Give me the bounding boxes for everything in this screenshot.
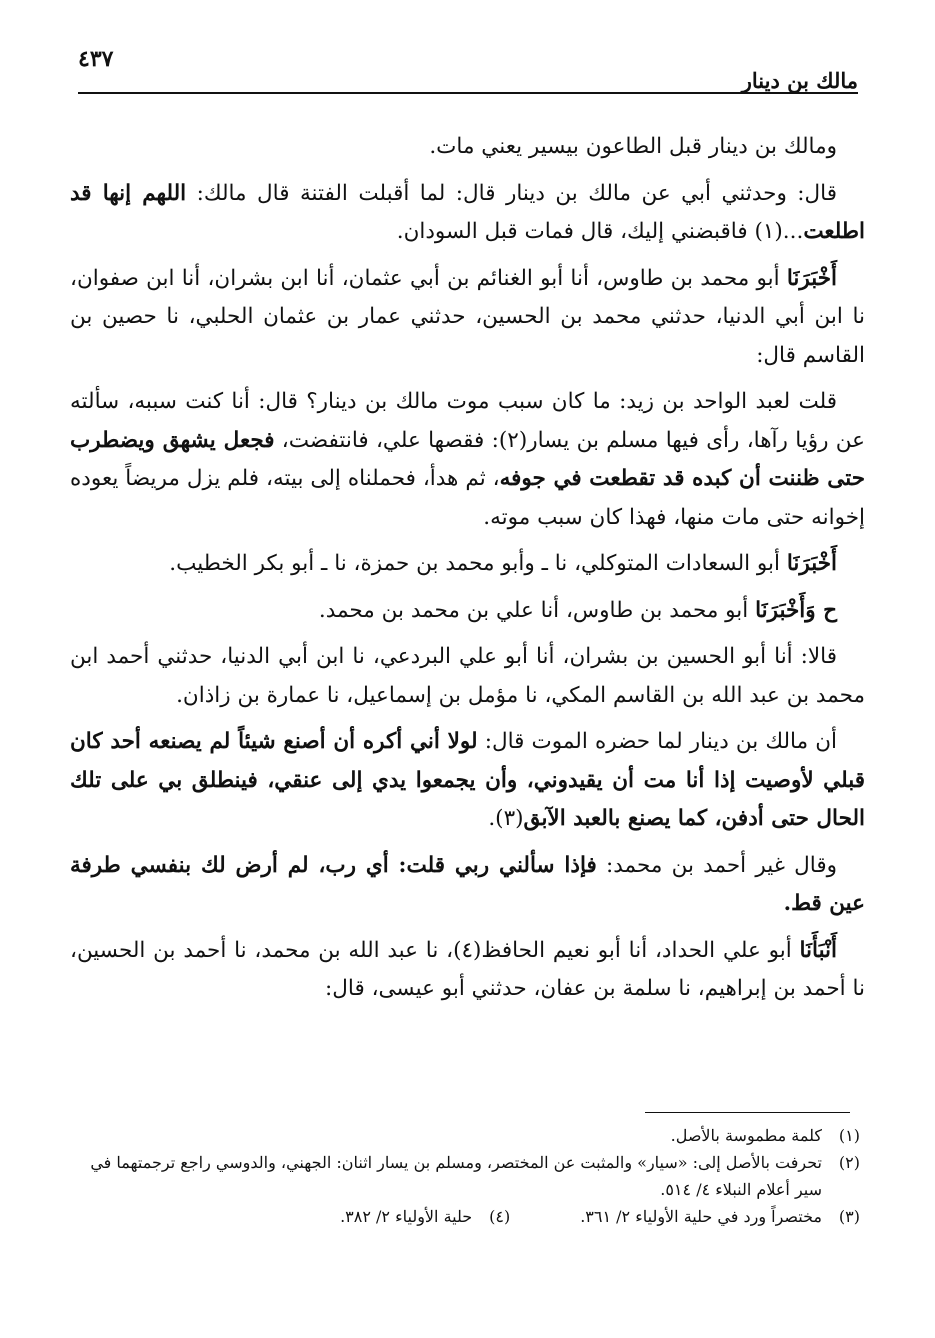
paragraph	[70, 260, 865, 376]
emphasized-text: ح وَأَخْبَرَنَا	[755, 597, 837, 623]
footnote-text: مختصراً ورد في حلية الأولياء ٢/ ٣٦١.	[580, 1207, 822, 1226]
footnote-number: (١)	[838, 1126, 860, 1145]
emphasized-text: أَخْبَرَنَا	[786, 551, 837, 576]
paragraph-text: أن مالك بن دينار لما حضره الموت قال:	[477, 729, 837, 754]
footnote-number: (٢)	[838, 1153, 860, 1172]
page-number: ٤٣٧	[78, 46, 114, 72]
paragraph-text: قالا: أنا أبو الحسين بن بشران، أنا أبو علي البردعي، نا ابن أبي الدنيا، حدثني أحمد ابن محمد بن عبد الله بن القاسم المكي، نا مؤمل بن إسماعيل، نا عمارة بن زاذان.	[70, 644, 865, 708]
paragraph-text: أبو السعادات المتوكلي، نا ـ وأبو محمد بن حمزة، نا ـ أبو بكر الخطيب.	[169, 551, 787, 576]
footnote-number: (٣)	[838, 1207, 860, 1226]
footnote-text: حلية الأولياء ٢/ ٣٨٢.	[340, 1207, 473, 1226]
footnote-number: (٤)	[489, 1207, 511, 1226]
paragraph-text: ، ثم هدأ، فحملناه إلى بيته، فلم يزل مريضاً يعوده إخوانه حتى مات منها، فهذا كان سبب موته.	[70, 466, 865, 530]
footnote-separator	[645, 1112, 850, 1113]
paragraph-text: أبو محمد بن طاوس، أنا أبو الغنائم بن أبي عثمان، أنا ابن بشران، أنا ابن صفوان، نا ابن أبي الدنيا، حدثني محمد بن الحسين، حدثني عمار بن عثمان الحلبي، نا حصين بن القاسم قال:	[70, 265, 865, 368]
main-text	[70, 128, 865, 1017]
paragraph	[70, 592, 865, 631]
paragraph-text: أبو محمد بن طاوس، أنا علي بن محمد بن محمد.	[318, 597, 756, 623]
paragraph	[70, 545, 865, 584]
paragraph	[70, 128, 865, 167]
emphasized-text: أَخْبَرَنَا	[786, 265, 837, 291]
footnote-4	[340, 1203, 510, 1230]
paragraph-text: قلت لعبد الواحد بن زيد: ما كان سبب موت مالك بن دينار؟ قال: أنا كنت سببه، سألته عن رؤيا رآها، رأى فيها مسلم بن يسار(٢): فقصها علي، فانتفضت،	[70, 389, 865, 453]
footnote-2	[70, 1149, 860, 1203]
emphasized-text: فإذا سألني ربي قلت: أي رب، لم أرض لك بنفسي طرفة عين قط.	[70, 852, 865, 916]
paragraph	[70, 383, 865, 537]
running-title: مالك بن دينار	[741, 68, 858, 93]
emphasized-text: اللهم إنها قد اطلعت	[70, 180, 865, 244]
paragraph-text: ...(١) فاقبضني إليك، قال فمات قبل السودان.	[396, 219, 804, 244]
emphasized-text: أَنْبَأَنَا	[799, 937, 838, 963]
emphasized-text: لولا أني أكره أن أصنع شيئاً لم يصنعه أحد كان قبلي لأوصيت إذا أنا مت أن يقيدوني، وأن يجمعوا يدي إلى عنقي، فينطلق بي على تلك الحال حتى أدفن، كما يصنع بالعبد الآبق	[70, 729, 865, 831]
footnote-row	[70, 1203, 860, 1230]
paragraph-text: وقال غير أحمد بن محمد:	[596, 852, 837, 878]
footnote-1	[70, 1122, 860, 1149]
paragraph	[70, 638, 865, 715]
paragraph-text: قال: وحدثني أبي عن مالك بن دينار قال: لما أقبلت الفتنة قال مالك:	[186, 180, 838, 206]
emphasized-text: فجعل يشهق ويضطرب حتى ظننت أن كبده قد تقطعت في جوفه	[70, 427, 865, 491]
footnote-text: تحرفت بالأصل إلى: «سيار» والمثبت عن المختصر، ومسلم بن يسار اثنان: الجهني، والدوسي راجع ترجمتهما في سير أعلام النبلاء ٤/ ٥١٤.	[90, 1153, 822, 1199]
paragraph-text: ومالك بن دينار قبل الطاعون بيسير يعني مات.	[429, 134, 837, 159]
page-header	[78, 42, 858, 92]
paragraph	[70, 723, 865, 839]
footnotes	[70, 1122, 860, 1230]
paragraph	[70, 847, 865, 924]
footnote-3	[580, 1203, 860, 1230]
footnote-text: كلمة مطموسة بالأصل.	[670, 1126, 822, 1145]
header-rule	[78, 92, 858, 94]
paragraph-text: (٣).	[488, 806, 524, 831]
paragraph-text: أبو علي الحداد، أنا أبو نعيم الحافظ(٤)، نا عبد الله بن محمد، نا أحمد بن الحسين، نا أحمد بن إبراهيم، نا سلمة بن عفان، حدثني أبو عيسى، قال:	[70, 937, 865, 1001]
paragraph	[70, 932, 865, 1009]
paragraph	[70, 175, 865, 252]
